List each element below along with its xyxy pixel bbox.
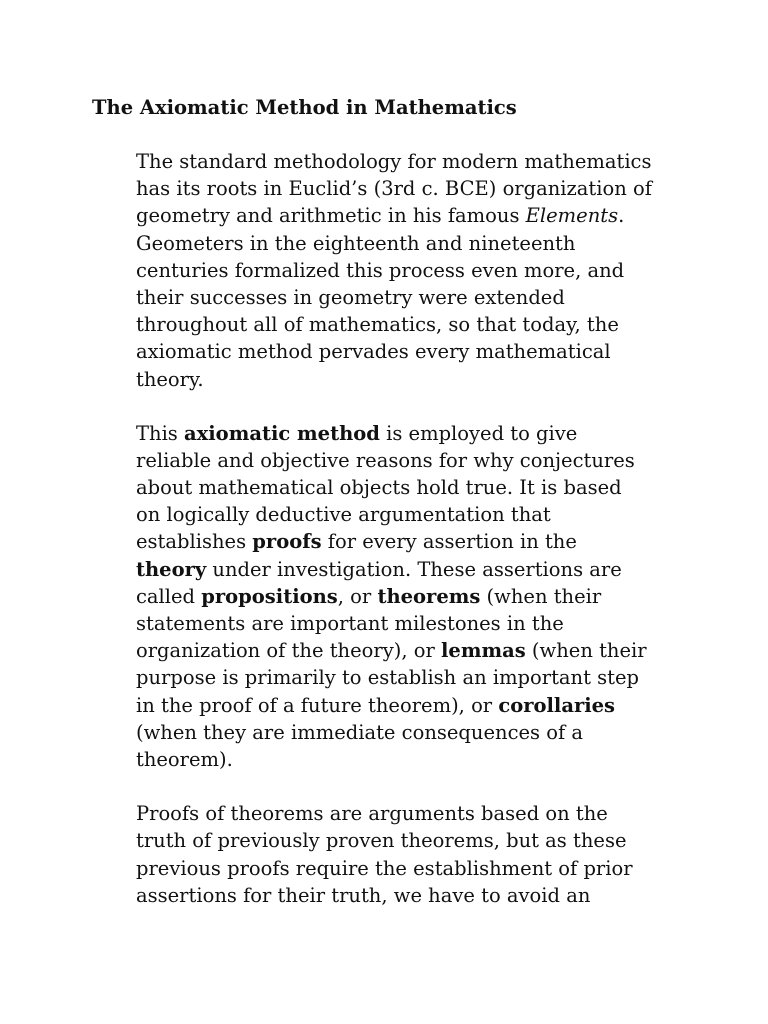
bold-term: lemmas xyxy=(441,639,526,663)
text-segment: Proofs of theorems are arguments based on the xyxy=(136,802,608,826)
text-segment: (when they are immediate consequences of a xyxy=(136,720,584,744)
text-segment: Geometers in the eighteenth and nineteenth xyxy=(136,231,576,255)
paragraph xyxy=(136,800,696,909)
text-line xyxy=(136,637,696,664)
text-line xyxy=(136,420,696,447)
text-line xyxy=(136,664,696,691)
text-segment: . xyxy=(618,204,625,228)
text-line xyxy=(136,882,696,909)
text-segment: establishes xyxy=(136,530,253,554)
text-segment: purpose is primarily to establish an important step xyxy=(136,666,640,690)
text-segment: theorem). xyxy=(136,747,233,771)
text-segment: on logically deductive argumentation that xyxy=(136,503,551,527)
text-line xyxy=(136,855,696,882)
document-body xyxy=(136,148,696,936)
text-segment: reliable and objective reasons for why conjectures xyxy=(136,448,635,472)
text-line xyxy=(136,257,696,284)
bold-term: axiomatic method xyxy=(184,421,380,445)
text-line xyxy=(136,583,696,610)
italic-term: Elements xyxy=(525,204,619,228)
text-segment: geometry and arithmetic in his famous xyxy=(136,204,526,228)
text-line xyxy=(136,148,696,175)
bold-term: propositions xyxy=(201,584,338,608)
text-line xyxy=(136,692,696,719)
text-segment: (when their xyxy=(525,639,647,663)
text-segment: throughout all of mathematics, so that today, the xyxy=(136,313,619,337)
bold-term: theory xyxy=(136,557,207,581)
text-segment: This xyxy=(136,421,185,445)
text-segment: previous proofs require the establishment of prior xyxy=(136,856,633,880)
text-segment: , or xyxy=(337,584,378,608)
paragraph xyxy=(136,420,696,773)
text-line xyxy=(136,827,696,854)
text-line xyxy=(136,366,696,393)
text-segment: has its roots in Euclid’s (3rd c. BCE) organization of xyxy=(136,177,652,201)
text-segment: statements are important milestones in the xyxy=(136,612,564,635)
text-line xyxy=(136,800,696,827)
text-segment: their successes in geometry were extended xyxy=(136,285,565,309)
text-line xyxy=(136,311,696,338)
text-segment: assertions for their truth, we have to avoid an xyxy=(136,883,591,907)
text-segment: theory. xyxy=(136,367,204,391)
text-segment: under investigation. These assertions are xyxy=(206,557,622,581)
text-line xyxy=(136,556,696,583)
text-line xyxy=(136,202,696,229)
text-segment: axiomatic method pervades every mathematical xyxy=(136,340,611,364)
text-line xyxy=(136,447,696,474)
text-line xyxy=(136,284,696,311)
text-segment: called xyxy=(136,584,202,608)
text-line xyxy=(136,610,696,637)
text-segment: is employed to give xyxy=(379,421,578,445)
document-title: The Axiomatic Method in Mathematics xyxy=(92,96,517,119)
text-line xyxy=(136,338,696,365)
bold-term: theorems xyxy=(377,584,481,608)
text-line xyxy=(136,746,696,773)
text-line xyxy=(136,230,696,257)
bold-term: proofs xyxy=(252,530,322,554)
text-line xyxy=(136,528,696,555)
text-line xyxy=(136,501,696,528)
bold-term: corollaries xyxy=(498,693,616,717)
text-segment: (when their xyxy=(480,584,602,608)
text-line xyxy=(136,474,696,501)
text-segment: organization of the theory), or xyxy=(136,639,442,663)
text-segment: The standard methodology for modern mathematics xyxy=(136,150,652,173)
text-segment: for every assertion in the xyxy=(321,530,577,554)
text-segment: about mathematical objects hold true. It is based xyxy=(136,476,622,500)
paragraph xyxy=(136,148,696,393)
text-segment: centuries formalized this process even more, and xyxy=(136,258,625,282)
text-segment: truth of previously proven theorems, but as these xyxy=(136,829,627,853)
text-segment: in the proof of a future theorem), or xyxy=(136,693,499,717)
text-line xyxy=(136,719,696,746)
text-line xyxy=(136,175,696,202)
